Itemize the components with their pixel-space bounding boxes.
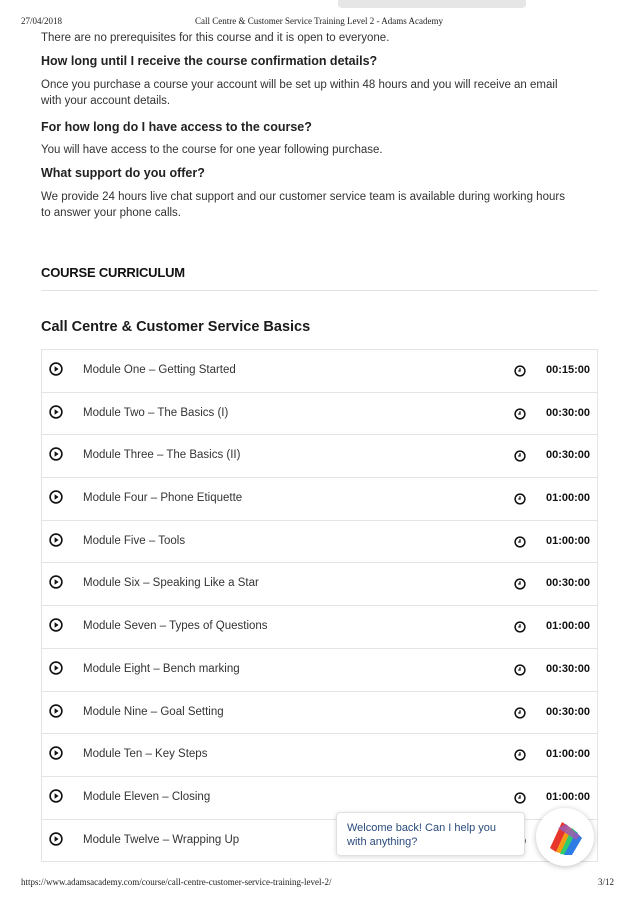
module-title[interactable]: Module Three – The Basics (II) [83, 449, 241, 462]
module-row[interactable] [42, 478, 597, 521]
module-row[interactable] [42, 435, 597, 478]
module-duration: 01:00:00 [545, 534, 590, 547]
print-page-title: Call Centre & Customer Service Training Level 2 - Adams Academy [195, 16, 443, 26]
module-title[interactable]: Module Seven – Types of Questions [83, 620, 268, 633]
print-url: https://www.adamsacademy.com/course/call-centre-customer-service-training-level-2/ [21, 877, 332, 887]
prerequisites-text: There are no prerequisites for this course and it is open to everyone. [41, 32, 390, 44]
module-row[interactable] [42, 649, 597, 692]
module-title[interactable]: Module Ten – Key Steps [83, 748, 208, 761]
play-circle-icon[interactable] [49, 618, 63, 632]
clock-icon [514, 365, 526, 377]
module-title[interactable]: Module Eleven – Closing [83, 790, 211, 803]
module-row[interactable] [42, 393, 597, 436]
clock-icon [514, 792, 526, 804]
module-title[interactable]: Module Four – Phone Etiquette [83, 492, 243, 505]
faq-answer-access: You will have access to the course for one year following purchase. [41, 144, 383, 156]
print-date: 27/04/2018 [21, 16, 63, 26]
browser-tab-overlay [338, 0, 526, 8]
module-duration: 01:00:00 [545, 620, 590, 633]
faq-answer-confirmation-line2: with your account details. [41, 95, 171, 107]
module-row[interactable] [42, 521, 597, 564]
module-title[interactable]: Module Eight – Bench marking [83, 662, 240, 675]
play-circle-icon[interactable] [49, 661, 63, 675]
chat-welcome-bubble[interactable] [336, 812, 525, 856]
module-row[interactable] [42, 692, 597, 735]
module-duration: 00:30:00 [545, 577, 590, 590]
faq-answer-confirmation-line1: Once you purchase a course your account will be set up within 48 hours and you will receive an email [41, 79, 558, 91]
clock-icon [514, 493, 526, 505]
section-divider [41, 290, 598, 291]
play-circle-icon[interactable] [49, 447, 63, 461]
module-duration: 00:30:00 [545, 449, 590, 462]
module-title[interactable]: Module Six – Speaking Like a Star [83, 577, 259, 590]
clock-icon [514, 664, 526, 676]
module-duration: 00:30:00 [545, 406, 590, 419]
chat-widget-logo-icon[interactable] [536, 808, 594, 866]
module-title[interactable]: Module Two – The Basics (I) [83, 406, 229, 419]
chat-message-line1: Welcome back! Can I help you [347, 822, 496, 834]
module-row[interactable] [42, 734, 597, 777]
module-row[interactable] [42, 563, 597, 606]
play-circle-icon[interactable] [49, 704, 63, 718]
module-duration: 01:00:00 [545, 492, 590, 505]
module-title[interactable]: Module Twelve – Wrapping Up [83, 833, 240, 846]
faq-answer-support-line1: We provide 24 hours live chat support and our customer service team is available during working hours [41, 191, 565, 203]
play-circle-icon[interactable] [49, 405, 63, 419]
module-duration: 00:15:00 [545, 364, 590, 376]
module-duration: 01:00:00 [545, 790, 590, 803]
course-curriculum-heading: COURSE CURRICULUM [41, 265, 185, 280]
play-circle-icon[interactable] [49, 832, 63, 846]
play-circle-icon[interactable] [49, 362, 63, 376]
clock-icon [514, 621, 526, 633]
module-row[interactable] [42, 606, 597, 649]
module-title[interactable]: Module One – Getting Started [83, 364, 236, 376]
clock-icon [514, 450, 526, 462]
module-list [41, 349, 598, 862]
clock-icon [514, 578, 526, 590]
module-duration: 01:00:00 [545, 748, 590, 761]
play-circle-icon[interactable] [49, 789, 63, 803]
play-circle-icon[interactable] [49, 490, 63, 504]
module-title[interactable]: Module Five – Tools [83, 534, 186, 547]
faq-question-confirmation: How long until I receive the course confirmation details? [41, 54, 378, 68]
module-duration: 00:30:00 [545, 705, 590, 718]
curriculum-section-title: Call Centre & Customer Service Basics [41, 319, 311, 335]
play-circle-icon[interactable] [49, 575, 63, 589]
module-title[interactable]: Module Nine – Goal Setting [83, 705, 224, 718]
chat-message-line2: with anything? [347, 836, 418, 848]
print-page-number: 3/12 [597, 877, 614, 887]
faq-question-access: For how long do I have access to the course? [41, 120, 312, 134]
clock-icon [514, 408, 526, 420]
clock-icon [514, 749, 526, 761]
clock-icon [514, 536, 526, 548]
clock-icon [514, 707, 526, 719]
play-circle-icon[interactable] [49, 533, 63, 547]
faq-question-support: What support do you offer? [41, 166, 205, 180]
module-row[interactable] [42, 350, 597, 393]
module-duration: 00:30:00 [545, 662, 590, 675]
play-circle-icon[interactable] [49, 746, 63, 760]
faq-answer-support-line2: to answer your phone calls. [41, 207, 181, 219]
